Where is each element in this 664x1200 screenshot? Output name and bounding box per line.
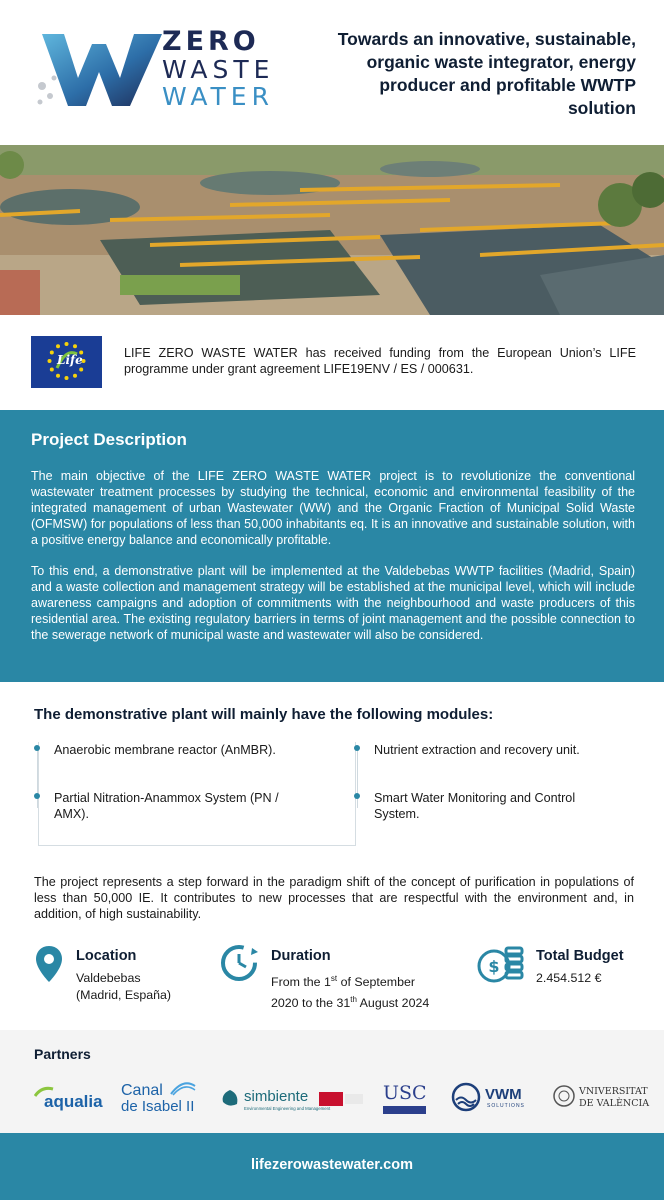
aqualia-logo (34, 1082, 106, 1116)
life-flag-label: Life (57, 353, 83, 367)
location-pin-icon (34, 944, 64, 984)
simbiente-leaf-icon (219, 1088, 241, 1110)
partners-section (0, 1030, 664, 1133)
modules-line-right (357, 748, 358, 808)
clock-icon (218, 942, 260, 984)
eu-life-flag (31, 336, 102, 388)
location-line-2: (Madrid, España) (76, 988, 172, 1002)
module-bullet (34, 793, 40, 799)
zero-waste-water-logo (34, 26, 284, 112)
simbiente-logo-text: simbiente (244, 1088, 309, 1105)
simbiente-logo-subtitle: Environmental Engineering and Management (244, 1106, 331, 1111)
canal-isabel-ii-logo (121, 1082, 201, 1116)
usc-logo-bar (383, 1106, 426, 1114)
header (0, 0, 664, 145)
valencia-seal-icon (553, 1084, 575, 1108)
valencia-logo-line-2: DE VALÈNCIA (579, 1098, 650, 1109)
logo-line-water: WATER (162, 82, 274, 111)
vwm-solutions-logo (451, 1082, 533, 1116)
duration-title: Duration (271, 948, 331, 964)
budget-title: Total Budget (536, 948, 624, 964)
duration-part-c: 2020 to the 31 (271, 996, 351, 1011)
website-link[interactable]: lifezerowastewater.com (251, 1157, 413, 1173)
duration-part-a: From the 1 (271, 975, 331, 990)
svg-text:$: $ (488, 957, 500, 976)
budget-value: 2.454.512 € (536, 971, 602, 985)
partners-title: Partners (34, 1046, 91, 1062)
logo-line-zero: ZERO (162, 26, 260, 57)
module-bullet (34, 745, 40, 751)
canal-logo-line-2: de Isabel II (121, 1098, 195, 1115)
modules-title: The demonstrative plant will mainly have the following modules: (34, 706, 494, 723)
description-paragraph-1: The main objective of the LIFE ZERO WASTE WATER project is to revolutionize the conventional wastewater treatment processes by studying the technical, economic and environmental feasibility of the integrated management of urban Wastewater (WW) and the Organic Fraction of Municipal Solid Waste (OFMSW) for populations of less than 50,000 inhabitants eq. It is an innovative and sustainable solution, with a positive energy balance and economically profitable. (31, 469, 635, 547)
module-item: Nutrient extraction and recovery unit. (374, 743, 580, 757)
description-paragraph-2: To this end, a demonstrative plant will be implemented at the Valdebebas WWTP facilities (Madrid, Spain) and a waste collection and management strategy will be established at the municipal level, which will include awareness campaigns and adoption of commitments with the neighbourhood and waste producers of this residential area. The existing regulatory barriers in terms of joint management and the possible connection to the sewerage network of municipal waste and wastewater will also be considered. (31, 564, 635, 642)
module-bullet (354, 793, 360, 799)
module-item: Smart Water Monitoring and Control System. (374, 791, 576, 821)
wwtp-illustration (0, 145, 664, 315)
aqualia-logo-text: aqualia (44, 1092, 103, 1111)
canal-waves-icon (169, 1080, 197, 1096)
duration-sup-1: st (330, 974, 338, 983)
canal-logo-line-1: Canal (121, 1082, 163, 1099)
vwm-drop-icon (451, 1082, 481, 1112)
wwtp-aerial-photo (0, 145, 664, 315)
footer (0, 1133, 664, 1200)
location-title: Location (76, 948, 137, 964)
project-description-title: Project Description (31, 430, 187, 449)
usc-logo-text: USC (383, 1082, 427, 1104)
logo-wordmark (162, 28, 292, 110)
vwm-logo-text: VWM (485, 1086, 522, 1103)
module-bullet (354, 745, 360, 751)
coins-icon (476, 942, 526, 986)
funding-text: LIFE ZERO WASTE WATER has received funding from the European Union’s LIFE programme under grant agreement LIFE19ENV / ES / 000631. (124, 346, 636, 376)
duration-part-b: of September (337, 975, 415, 990)
logo-line-waste: WASTE (162, 55, 275, 84)
duration-sup-2: th (350, 995, 357, 1005)
usc-logo (383, 1082, 427, 1116)
modules-line-left (37, 748, 38, 808)
duration-part-d: August 2024 (356, 996, 430, 1011)
module-item: Anaerobic membrane reactor (AnMBR). (54, 743, 276, 757)
project-description-section (0, 410, 664, 682)
tagline: Towards an innovative, sustainable, organic waste integrator, energy producer and profitable WWTP solution (337, 29, 636, 118)
project-summary: The project represents a step forward in the paradigm shift of the concept of purification in populations of less than 50,000 IE. It contributes to new processes that are respectful with the environment and, in addition, of high sustainability. (34, 875, 634, 921)
funding-section (0, 315, 664, 410)
duration-value (271, 970, 429, 1012)
module-item: Partial Nitration-Anammox System (PN / AMX). (54, 791, 279, 821)
valencia-logo-line-1: VNIVERSITAT (579, 1086, 648, 1097)
vwm-logo-subtitle: SOLUTIONS (487, 1103, 525, 1109)
location-value (76, 970, 171, 1004)
simbiente-logo (219, 1082, 369, 1116)
location-line-1: Valdebebas (76, 971, 141, 985)
universitat-valencia-logo (553, 1082, 653, 1116)
simbiente-partner-badge (319, 1092, 343, 1106)
logo-w-mark (34, 26, 174, 112)
simbiente-partner-badge-2 (345, 1094, 363, 1104)
